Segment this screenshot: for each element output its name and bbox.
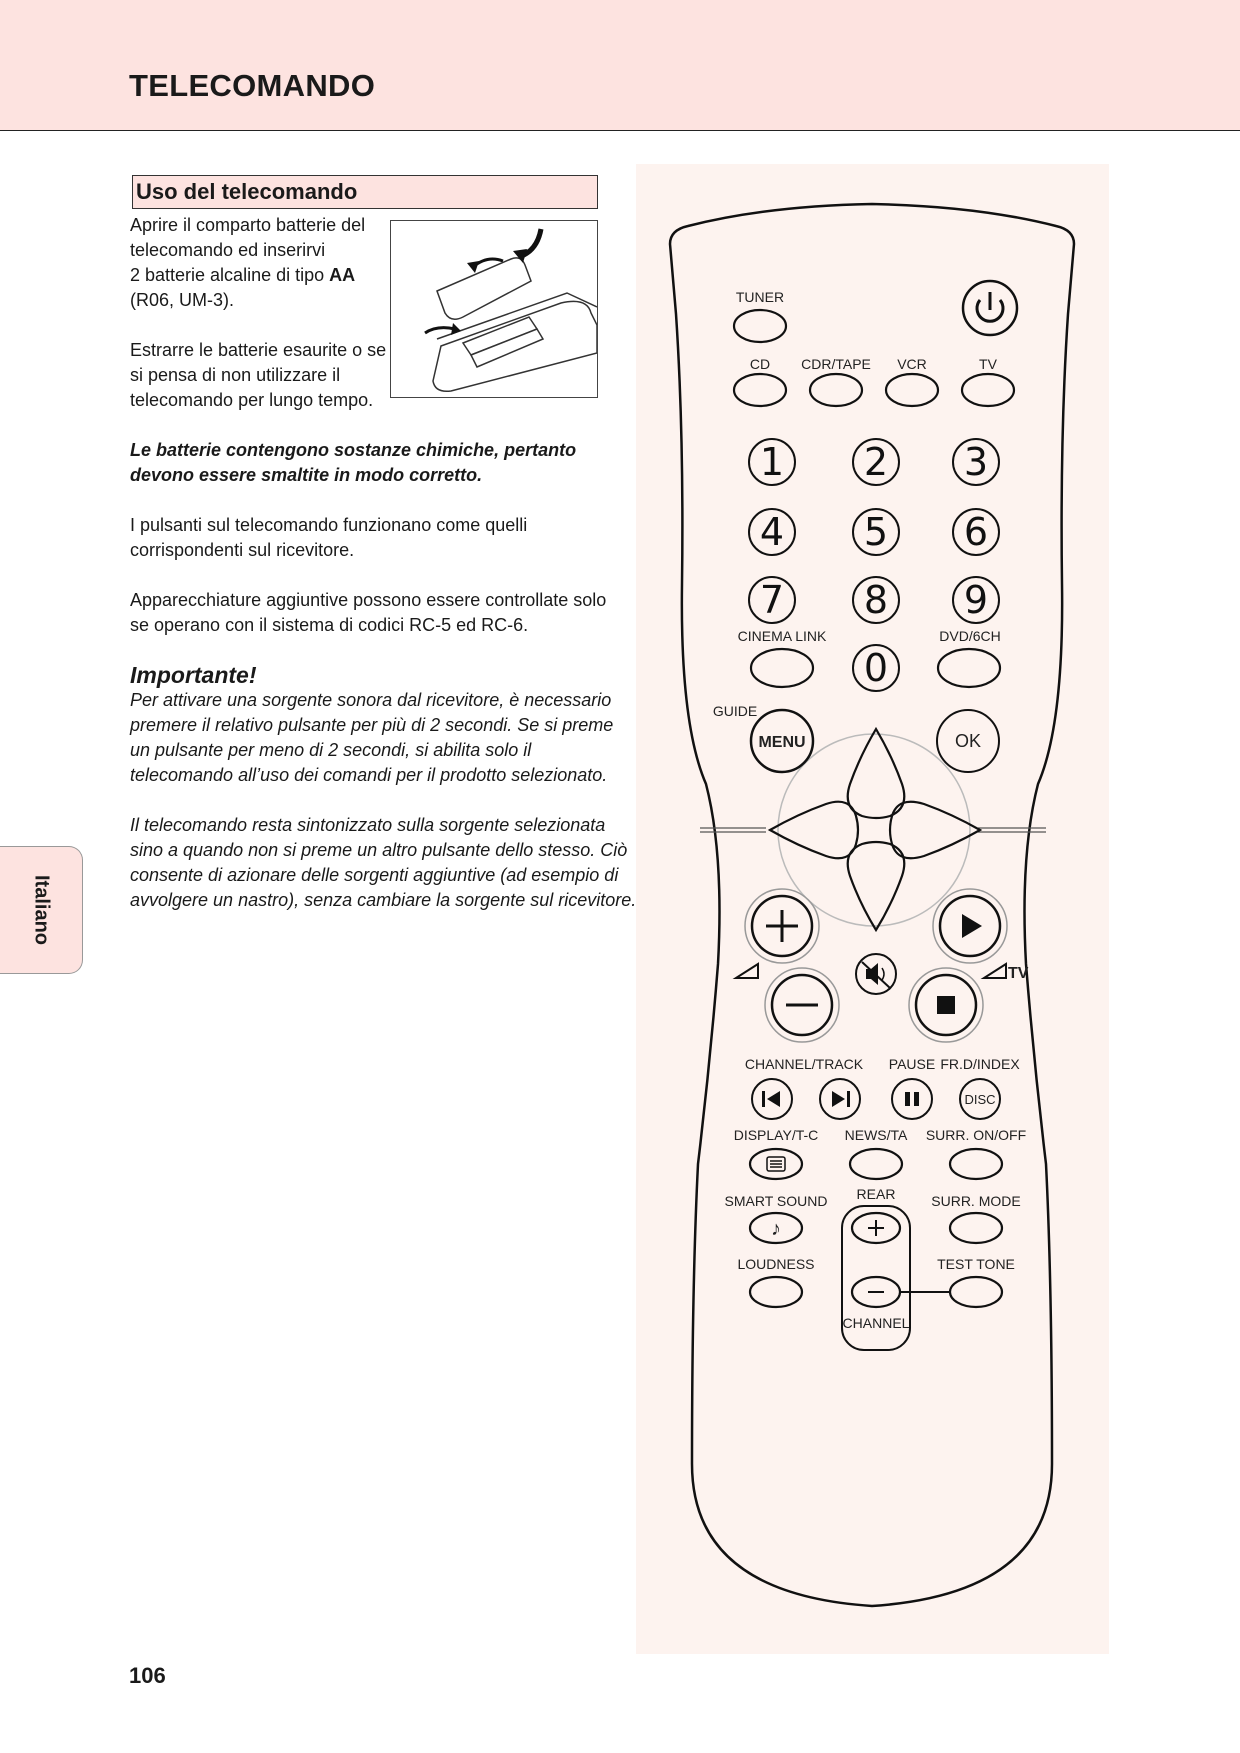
digit-1-label: 1 <box>759 440 785 484</box>
tv-button[interactable] <box>962 374 1014 406</box>
paragraph-line: I pulsanti sul telecomando funzionano come quelli <box>130 515 528 535</box>
nav-left-button[interactable] <box>770 802 858 859</box>
tv-volume-icon <box>984 964 1006 978</box>
battery-illustration <box>390 220 598 398</box>
pause-label: PAUSE <box>888 1056 936 1072</box>
important-title: Importante! <box>130 662 257 688</box>
dvd-6ch-button[interactable] <box>938 649 1000 687</box>
news-ta-label: NEWS/TA <box>844 1127 908 1143</box>
surr-onoff-button[interactable] <box>950 1149 1002 1179</box>
page-header <box>0 0 1240 131</box>
channel-label: CHANNEL <box>842 1315 910 1331</box>
warning-text <box>130 438 576 488</box>
rear-label: REAR <box>856 1186 896 1202</box>
language-tab-label: Italiano <box>30 874 53 946</box>
vcr-label: VCR <box>897 356 927 372</box>
digit-5-label: 5 <box>863 510 889 554</box>
digit-8-label: 8 <box>863 578 889 622</box>
page-number: 106 <box>129 1663 166 1688</box>
channel-track-label: CHANNEL/TRACK <box>744 1056 864 1072</box>
play-icon <box>962 914 982 938</box>
remove-text <box>130 338 386 413</box>
nav-ring <box>778 734 970 926</box>
remote-control <box>636 164 1109 1654</box>
test-tone-button[interactable] <box>950 1277 1002 1307</box>
remove-line: si pensa di non utilizzare il <box>130 365 341 385</box>
news-ta-button[interactable] <box>850 1149 902 1179</box>
digit-7-label: 7 <box>759 578 785 622</box>
paragraph-codes <box>130 588 606 638</box>
important-line: Per attivare una sorgente sonora dal ricevitore, è necessario <box>130 690 612 710</box>
paragraph-buttons <box>130 513 527 563</box>
digit-6-label: 6 <box>963 510 989 554</box>
nav-up-button[interactable] <box>848 729 905 818</box>
ok-label: OK <box>954 731 982 751</box>
cinema-link-button[interactable] <box>751 649 813 687</box>
page-title: TELECOMANDO <box>129 68 376 103</box>
fr-index-label: FR.D/INDEX <box>940 1056 1020 1072</box>
paragraph-line: Apparecchiature aggiuntive possono essere controllate solo <box>130 590 607 610</box>
important-line: premere il relativo pulsante per più di 2 secondi. Se si preme <box>130 715 614 735</box>
intro-text <box>130 213 365 313</box>
plus-icon <box>766 910 798 942</box>
cd-button[interactable] <box>734 374 786 406</box>
dvd-6ch-label: DVD/6CH <box>939 628 1001 644</box>
teletext-icon <box>767 1157 785 1171</box>
disc-label: DISC <box>964 1092 996 1107</box>
display-tc-label: DISPLAY/T-C <box>733 1127 819 1143</box>
important-line: Il telecomando resta sintonizzato sulla sorgente selezionata <box>130 815 606 835</box>
warning-line: devono essere smaltite in modo corretto. <box>130 465 483 485</box>
important-line: telecomando all’uso dei comandi per il prodotto selezionato. <box>130 765 608 785</box>
pause-icon <box>905 1092 919 1106</box>
intro-line: telecomando ed inserirvi <box>130 240 326 260</box>
tuner-label: TUNER <box>735 289 785 305</box>
music-note-icon: ♪ <box>771 1218 781 1240</box>
paragraph-line: corrispondenti sul ricevitore. <box>130 540 355 560</box>
digit-9-label: 9 <box>963 578 989 622</box>
paragraph-line: se operano con il sistema di codici RC-5 ed RC-6. <box>130 615 529 635</box>
surr-mode-label: SURR. MODE <box>931 1193 1021 1209</box>
nav-right-button[interactable] <box>890 802 980 859</box>
tv-label: TV <box>979 356 997 372</box>
cdr-tape-label: CDR/TAPE <box>801 356 871 372</box>
cinema-link-label: CINEMA LINK <box>737 628 827 644</box>
digit-0-label: 0 <box>863 646 889 690</box>
cd-label: CD <box>749 356 771 372</box>
remove-line: Estrarre le batterie esaurite o se <box>130 340 387 360</box>
loudness-button[interactable] <box>750 1277 802 1307</box>
battery-compartment-icon <box>391 221 597 397</box>
surr-onoff-label: SURR. ON/OFF <box>925 1127 1027 1143</box>
rear-plus-icon <box>868 1220 884 1236</box>
intro-line: Aprire il comparto batterie del <box>130 215 366 235</box>
important-paragraph-1 <box>130 688 613 788</box>
pause-button[interactable] <box>892 1079 932 1119</box>
important-line: avvolgere un nastro), senza cambiare la sorgente sul ricevitore. <box>130 890 637 910</box>
remote-body <box>670 204 1074 1606</box>
important-line: un pulsante per meno di 2 secondi, si abilita solo il <box>130 740 532 760</box>
prev-icon <box>762 1091 780 1107</box>
digit-3-label: 3 <box>963 440 989 484</box>
tv-volume-label: TV <box>1008 965 1029 982</box>
important-line: sino a quando non si preme un altro pulsante dello stesso. Ciò <box>130 840 628 860</box>
volume-icon <box>736 964 758 978</box>
stop-icon <box>937 996 955 1014</box>
test-tone-label: TEST TONE <box>937 1256 1015 1272</box>
power-icon <box>977 292 1003 321</box>
menu-label: MENU <box>758 734 806 751</box>
digit-2-label: 2 <box>863 440 889 484</box>
remove-line: telecomando per lungo tempo. <box>130 390 374 410</box>
important-paragraph-2 <box>130 813 636 913</box>
warning-line: Le batterie contengono sostanze chimiche, pertanto <box>130 440 577 460</box>
language-tab[interactable] <box>0 846 83 974</box>
important-line: consente di azionare delle sorgenti aggiuntive (ad esempio di <box>130 865 619 885</box>
battery-type: AA <box>329 265 356 285</box>
vcr-button[interactable] <box>886 374 938 406</box>
guide-label: GUIDE <box>712 703 758 719</box>
digit-4-label: 4 <box>759 510 785 554</box>
tuner-button[interactable] <box>734 310 786 342</box>
cdr-tape-button[interactable] <box>810 374 862 406</box>
intro-line: 2 batterie alcaline di tipo AA <box>130 265 356 285</box>
mute-icon <box>862 962 890 988</box>
surr-mode-button[interactable] <box>950 1213 1002 1243</box>
section-title: Uso del telecomando <box>132 175 598 209</box>
next-icon <box>832 1091 850 1107</box>
smart-sound-label: SMART SOUND <box>724 1193 828 1209</box>
intro-line: (R06, UM-3). <box>130 290 235 310</box>
loudness-label: LOUDNESS <box>737 1256 815 1272</box>
nav-down-button[interactable] <box>848 842 905 930</box>
